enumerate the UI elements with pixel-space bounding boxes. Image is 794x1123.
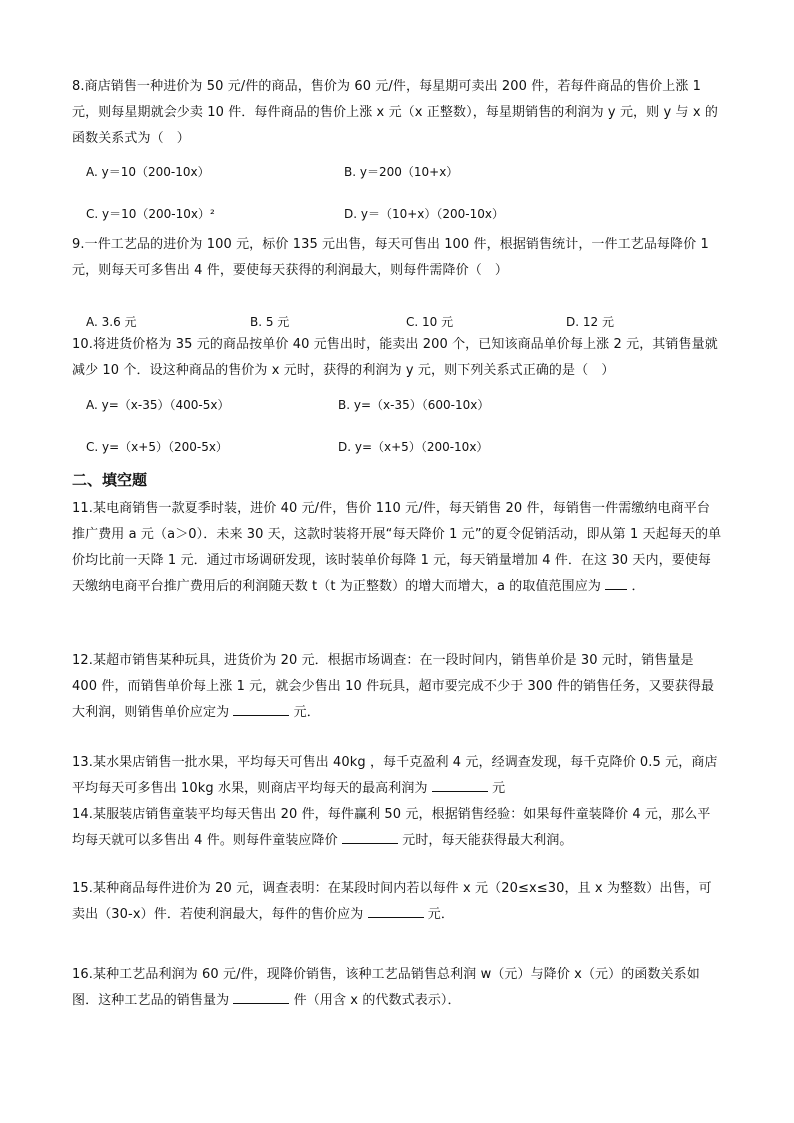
question-15-stem: 15.某种商品每件进价为 20 元，调查表明：在某段时间内若以每件 x 元（20≤x≤30，且 x 为整数）出售，可卖出（30-x）件．若使利润最大，每件的售价应为 <box>72 881 712 922</box>
q8-option-d[interactable]: D. y＝（10+x）（200-10x） <box>344 207 505 221</box>
question-15-tail: 元． <box>427 907 454 922</box>
q14-answer-blank[interactable] <box>342 829 398 844</box>
question-13-stem: 13.某水果店销售一批水果，平均每天可售出 40kg ，每千克盈利 4 元，经调查发现，每千克降价 0.5 元，商店平均每天可多售出 10kg 水果，则商店平均每天的最高利润为 <box>72 755 718 796</box>
q9-option-b[interactable]: B. 5 元 <box>250 315 290 329</box>
question-11-tail: ． <box>631 579 645 594</box>
q8-option-c[interactable]: C. y＝10（200-10x）² <box>86 207 215 221</box>
question-16-stem: 16.某种工艺品利润为 60 元/件，现降价销售，该种工艺品销售总利润 w（元）与降价 x（元）的函数关系如图．这种工艺品的销售量为 <box>72 967 700 1008</box>
q13-answer-blank[interactable] <box>432 777 488 792</box>
question-12-stem: 12.某超市销售某种玩具，进货价为 20 元．根据市场调查：在一段时间内，销售单价是 30 元时，销售量是 400 件，而销售单价每上涨 1 元，就会少售出 10 件玩具，超市要完成不少于 300 件的销售任务，又要获得最大利润，则销售单价应定为 <box>72 653 715 720</box>
question-16 <box>72 962 722 1014</box>
question-13 <box>72 750 722 802</box>
q10-option-c[interactable]: C. y=（x+5）（200-5x） <box>86 440 228 454</box>
q11-answer-blank[interactable] <box>605 575 627 590</box>
question-13-tail: 元 <box>492 781 506 796</box>
question-12 <box>72 648 722 726</box>
question-14-stem: 14.某服装店销售童装平均每天售出 20 件，每件赢利 50 元，根据销售经验：如果每件童装降价 4 元，那么平均每天就可以多售出 4 件。则每件童装应降价 <box>72 807 711 848</box>
question-9-stem: 9.一件工艺品的进价为 100 元，标价 135 元出售，每天可售出 100 件，根据销售统计，一件工艺品每降价 1 元，则每天可多售出 4 件，要使每天获得的利润最大，则每件需降价（ ） <box>72 237 709 278</box>
question-10-stem: 10.将进货价格为 35 元的商品按单价 40 元售出时，能卖出 200 个，已知该商品单价每上涨 2 元，其销售量就减少 10 个．设这种商品的售价为 x 元时，获得的利润为 y 元，则下列关系式正确的是（ ） <box>72 337 718 378</box>
q10-option-a[interactable]: A. y=（x-35）（400-5x） <box>86 398 230 412</box>
q8-option-b[interactable]: B. y＝200（10+x） <box>344 165 459 179</box>
q15-answer-blank[interactable] <box>368 903 424 918</box>
question-14 <box>72 802 722 854</box>
q9-option-c[interactable]: C. 10 元 <box>406 315 454 329</box>
question-15 <box>72 876 722 928</box>
q8-option-a[interactable]: A. y＝10（200-10x） <box>86 165 210 179</box>
q16-answer-blank[interactable] <box>233 989 289 1004</box>
question-11-stem: 11.某电商销售一款夏季时装，进价 40 元/件，售价 110 元/件，每天销售 20 件，每销售一件需缴纳电商平台推广费用 a 元（a＞0）．未来 30 天，这款时装将开展“每天降价 1 元”的夏令促销活动，即从第 1 天起每天的单价均比前一天降 1 元．通过市场调研发现，该时装单价每降 1 元，每天销量增加 4 件．在这 30 天内，要使每天缴纳电商平台推广费用后的利润随天数 t（t 为正整数）的增大而增大，a 的取值范围应为 <box>72 501 722 594</box>
q9-option-a[interactable]: A. 3.6 元 <box>86 315 137 329</box>
section-title-fill-in: 二、填空题 <box>72 471 148 489</box>
q9-option-d[interactable]: D. 12 元 <box>566 315 614 329</box>
question-14-tail: 元时，每天能获得最大利润。 <box>402 833 573 848</box>
q10-option-d[interactable]: D. y=（x+5）（200-10x） <box>338 440 489 454</box>
q12-answer-blank[interactable] <box>233 701 289 716</box>
question-16-tail: 件（用含 x 的代数式表示）． <box>293 993 461 1008</box>
question-11 <box>72 496 722 600</box>
q10-option-b[interactable]: B. y=（x-35）（600-10x） <box>338 398 490 412</box>
question-8-stem: 8.商店销售一种进价为 50 元/件的商品，售价为 60 元/件，每星期可卖出 200 件，若每件商品的售价上涨 1 元，则每星期就会少卖 10 件．每件商品的售价上涨 x 元（x 正整数），每星期销售的利润为 y 元，则 y 与 x 的函数关系式为（ ） <box>72 79 718 146</box>
question-12-tail: 元． <box>293 705 320 720</box>
